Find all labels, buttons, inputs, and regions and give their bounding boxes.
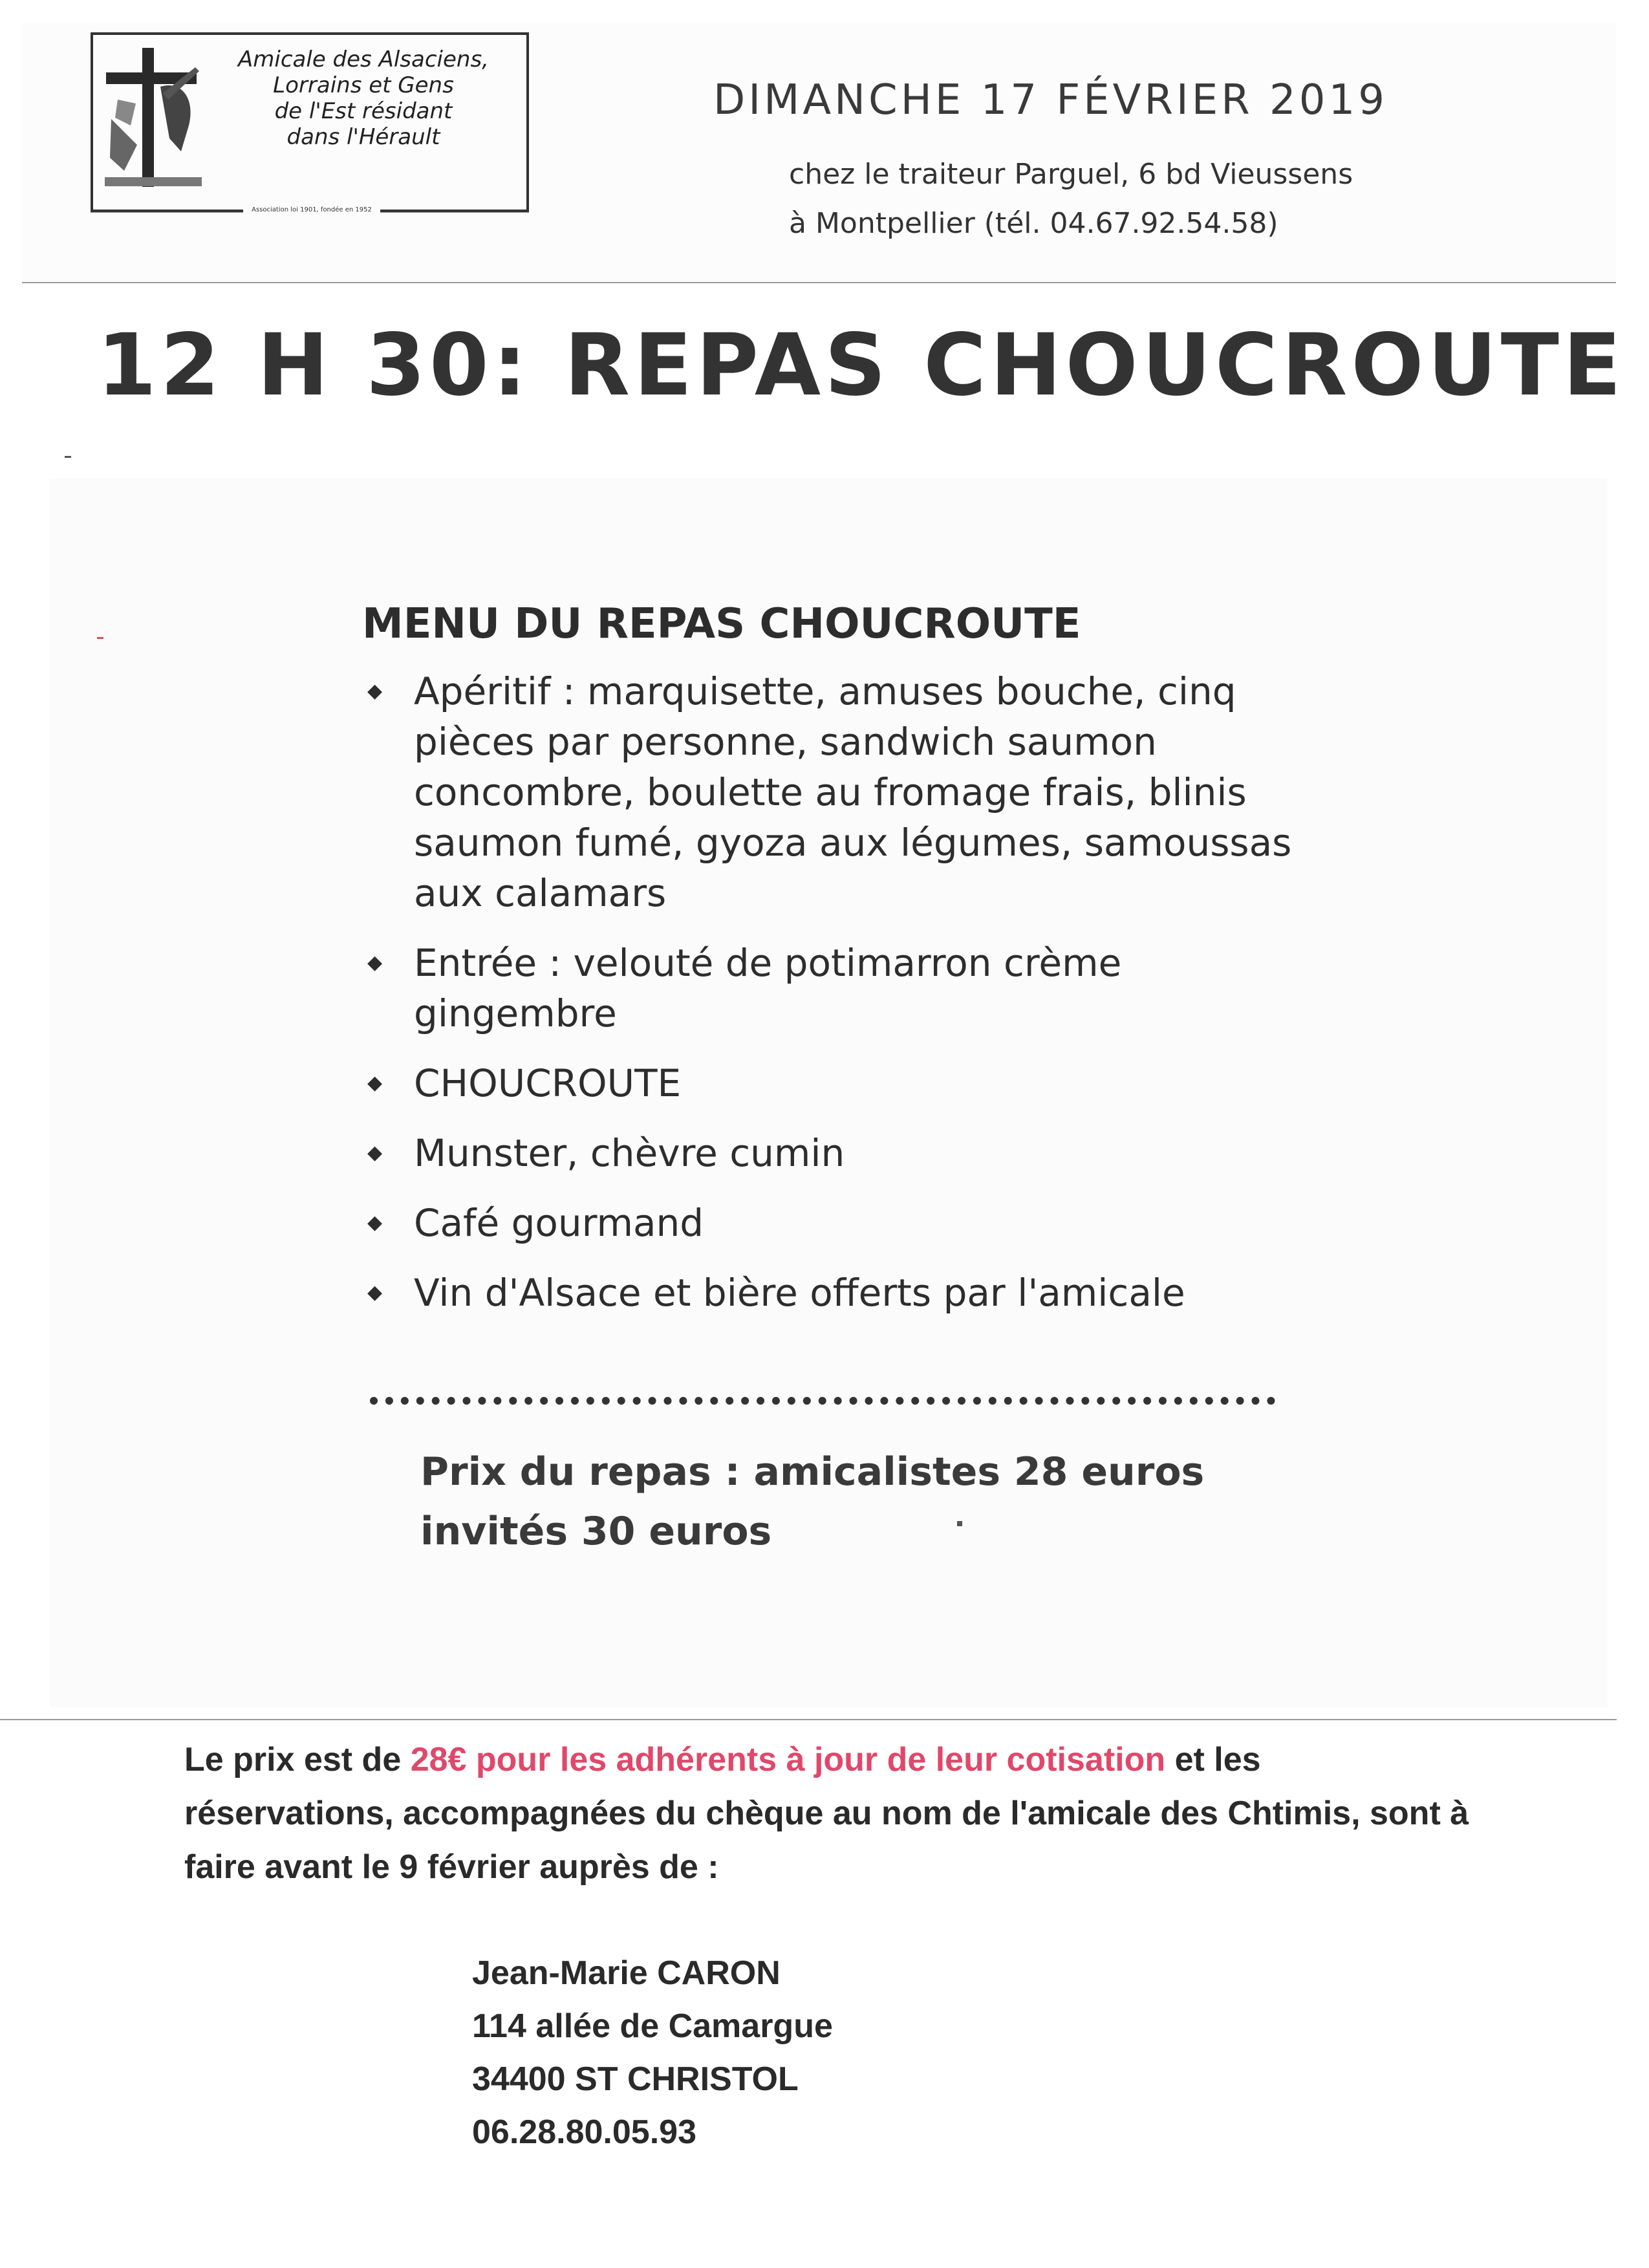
scan-speck (97, 637, 103, 639)
diamond-bullet-icon: ◆ (367, 951, 383, 974)
menu-item (362, 666, 1293, 918)
scan-speck (957, 1521, 962, 1526)
event-date: DIMANCHE 17 FÉVRIER 2019 (713, 76, 1388, 124)
scan-speck (65, 456, 71, 458)
logo-subtitle: Association loi 1901, fondée en 1952 (243, 203, 380, 217)
diamond-bullet-icon: ◆ (367, 1211, 383, 1234)
venue-line-2: à Montpellier (tél. 04.67.92.54.58) (789, 207, 1278, 240)
menu-item-text: Munster, chèvre cumin (414, 1131, 845, 1175)
logo-text-line-4: dans l'Hérault (286, 124, 440, 150)
menu-item (362, 1268, 1293, 1318)
association-logo (91, 32, 529, 212)
reservation-notice (184, 1733, 1478, 1894)
paper-edge-top (22, 282, 1616, 283)
menu-item-text: Entrée : velouté de potimarron crème gingembre (414, 941, 1122, 1035)
menu-item (362, 938, 1293, 1039)
contact-address (472, 1947, 833, 2159)
crucifix-stork-emblem-icon (98, 41, 208, 190)
menu-item-text: Vin d'Alsace et bière offerts par l'amicale (414, 1271, 1185, 1315)
page-title: 12 H 30: REPAS CHOUCROUTE (97, 316, 1625, 415)
menu-item-text: Café gourmand (414, 1201, 704, 1245)
menu-item (362, 1058, 1293, 1108)
contact-city: 34400 ST CHRISTOL (472, 2060, 799, 2098)
menu-item (362, 1128, 1293, 1178)
contact-phone: 06.28.80.05.93 (472, 2113, 696, 2151)
logo-text-line-1: Amicale des Alsaciens, (238, 47, 489, 72)
notice-highlight: 28€ pour les adhérents à jour de leur cotisation (410, 1741, 1166, 1778)
notice-suffix: et les réservations, accompagnées du chèque au nom de l'amicale des Chtimis, sont à faire avant le 9 février auprès de : (184, 1741, 1469, 1886)
menu-item (362, 1198, 1293, 1248)
contact-name: Jean-Marie CARON (472, 1954, 781, 1992)
logo-text-line-3: de l'Est résidant (274, 98, 453, 124)
contact-street: 114 allée de Camargue (472, 2007, 833, 2045)
venue-address (789, 150, 1353, 248)
meal-price (420, 1442, 1204, 1561)
menu-item-text: CHOUCROUTE (414, 1061, 682, 1105)
price-members: Prix du repas : amicalistes 28 euros (420, 1449, 1205, 1495)
diamond-bullet-icon: ◆ (367, 1072, 383, 1094)
price-guests: invités 30 euros (420, 1509, 772, 1554)
logo-text-line-2: Lorrains et Gens (273, 72, 454, 98)
dotted-divider (370, 1397, 1275, 1405)
diamond-bullet-icon: ◆ (367, 680, 383, 702)
logo-text (208, 47, 519, 150)
menu-item-text: Apéritif : marquisette, amuses bouche, cinq pièces par personne, sandwich saumon concombre, boulette au fromage frais, blinis saumon fumé, gyoza aux légumes, samoussas aux calamars (414, 669, 1292, 915)
diamond-bullet-icon: ◆ (367, 1281, 383, 1304)
menu-list (362, 666, 1293, 1337)
menu-title: MENU DU REPAS CHOUCROUTE (362, 600, 1081, 648)
diamond-bullet-icon: ◆ (367, 1141, 383, 1164)
venue-line-1: chez le traiteur Parguel, 6 bd Vieussens (789, 158, 1353, 191)
notice-prefix: Le prix est de (184, 1741, 411, 1778)
paper-edge-bottom (0, 1719, 1617, 1720)
